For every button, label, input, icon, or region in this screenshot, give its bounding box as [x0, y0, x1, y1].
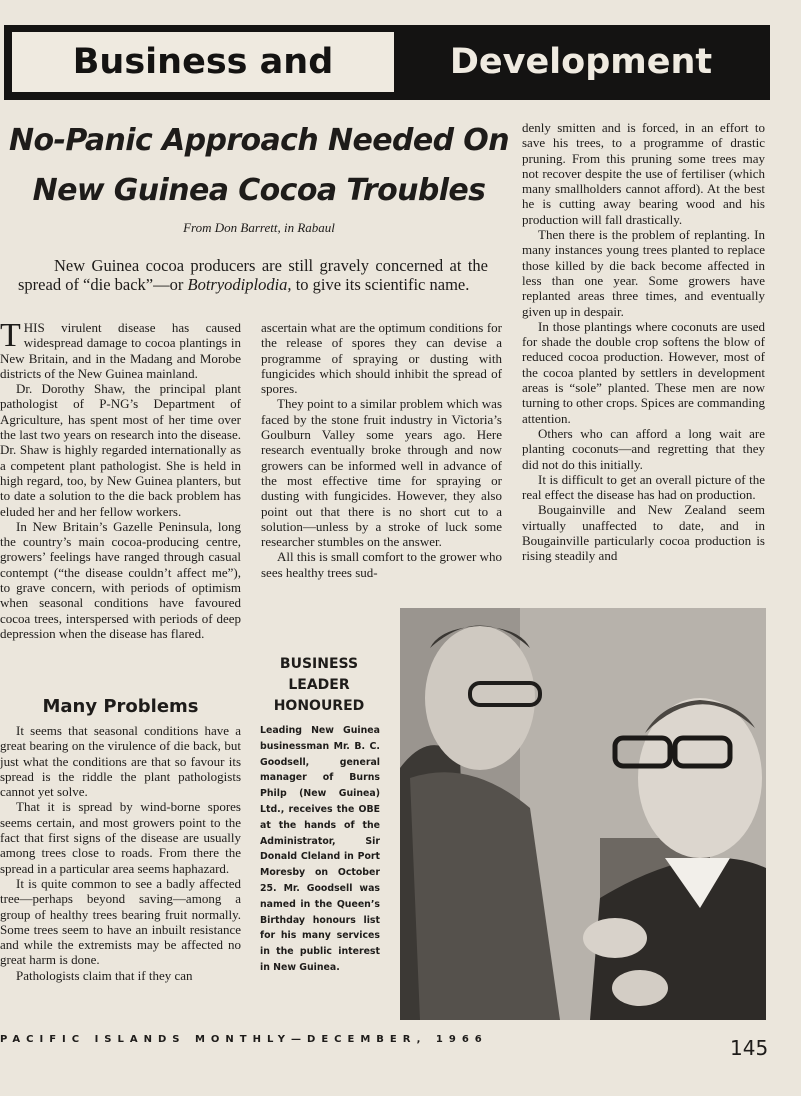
paragraph: It seems that seasonal conditions have a great bearing on the virulence of die back, but just what the conditions are that so favour its spread is the riddle the plant pathologists cannot yet solve. [0, 723, 241, 800]
paragraph: It is difficult to get an overall picture of the real effect the disease has had on production. [522, 471, 765, 503]
paragraph: denly smitten and is forced, in an effort to save his trees, to a programme of drastic pruning. From this pruning some trees may not recover despite the use of fertiliser (which many smallholders cannot afford). At the best he is cutting away bearing wood and his production will fall drastically. [522, 120, 765, 227]
subheading: Many Problems [42, 696, 199, 717]
article-column-1 [0, 317, 241, 641]
caption-title-line: HONOURED [273, 698, 365, 714]
standfirst-text-1: New Guinea cocoa producers are still gravely concerned at the spread of “die back”—or [18, 256, 488, 294]
standfirst-text-2: to give its scientific name. [291, 275, 470, 294]
paragraph: Others who can afford a long wait are planting coconuts—and regretting that they did not do this initially. [522, 425, 765, 472]
paragraph: All this is small comfort to the grower who sees healthy trees sud- [261, 549, 502, 580]
page-footer: PACIFIC ISLANDS MONTHLY—DECEMBER, 1966 [0, 1034, 488, 1045]
masthead-right-panel [400, 32, 762, 92]
paragraph: It is quite common to see a badly affected tree—perhaps beyond saving—among a group of healthy trees bearing fruit normally. Some trees seem to have an inbuilt resistance and while the extremists may be affected no great harm is done. [0, 875, 241, 968]
masthead-right-text: Development [449, 42, 713, 82]
paragraph: In New Britain’s Gazelle Peninsula, long the country’s main cocoa-producing centre, growers’ feelings have ranged through casual contempt (“the disease couldn’t affect me”), to grave concern, with periods of optimism when seasonal conditions have favoured cocoa trees, interspersed with periods of deep depression when the disease has flared. [0, 518, 241, 641]
award-photo [400, 608, 766, 1020]
paragraph: Bougainville and New Zealand seem virtually unaffected to date, and in Bougainville particularly cocoa production is rising steadily and [522, 502, 765, 564]
page-number: 145 [730, 1036, 769, 1060]
article-column-3 [522, 120, 765, 564]
article-column-2 [261, 320, 502, 580]
article-headline [8, 116, 510, 216]
section-masthead [4, 25, 770, 100]
standfirst-italic: Botryodiplodia, [187, 275, 292, 294]
photo-caption-text: Leading New Guinea businessman Mr. B. C. Goodsell, general manager of Burns Philp (New Guinea) Ltd., receives the OBE at the hands of the Administrator, Sir Donald Cleland in Port Moresby on October 25. Mr. Goodsell was named in the Queen’s Birthday honours list for his many services in the public interest in New Guinea. [260, 725, 380, 973]
paragraph [0, 317, 241, 381]
paragraph: ascertain what are the optimum conditions for the release of spores they can devise a programme of spraying or dusting with fungicides which should inhibit the spread of spores. [261, 320, 502, 397]
headline-line-2: New Guinea Cocoa Troubles [32, 173, 486, 208]
caption-title-line: LEADER [288, 677, 350, 693]
paragraph-text: HIS virulent disease has caused widespread damage to cocoa plantings in New Britain, and in the Madang and Morobe districts of the New Guinea mainland. [0, 320, 241, 381]
headline-line-1: No-Panic Approach Needed On [9, 123, 509, 158]
paragraph: In those plantings where coconuts are used for shade the double crop softens the blow of reduced cocoa production. However, most of the cocoa planted by settlers in development areas is “sole” planted. These men are now turning to other crops. Spices are commanding attention. [522, 318, 765, 426]
paragraph: Pathologists claim that if they can [16, 967, 193, 983]
drop-cap: T [0, 317, 21, 354]
masthead-left-panel [12, 32, 394, 92]
paragraph: They point to a similar problem which was faced by the stone fruit industry in Victoria’s Goulburn Valley some years ago. Here research eventually broke through and now growers can be informed well in advance of the most effective time for spraying or dusting with fungicides. However, they also point out that there is no short cut to a solution—unless by a stroke of luck some researcher stumbles on the answer. [261, 396, 502, 550]
standfirst [18, 256, 488, 294]
article-column-1-continued [0, 723, 241, 983]
masthead-left-text: Business and [72, 42, 334, 82]
caption-title-line: BUSINESS [279, 656, 359, 672]
byline: From Don Barrett, in Rabaul [183, 220, 335, 235]
paragraph: Dr. Dorothy Shaw, the principal plant pathologist of P-NG’s Department of Agriculture, has spent most of her time over the last two years on research into the disease. Dr. Shaw is highly regarded internationally as a competent plant pathologist. She is held in high regard, too, by New Guinea planters, but to date a solution to the die back problem has eluded her and her fellow workers. [0, 381, 241, 519]
photo-illustration [400, 608, 766, 1020]
photo-caption-title [260, 654, 378, 717]
paragraph: Then there is the problem of replanting. In many instances young trees planted to replace those killed by die back become affected in less than one year. Some growers have replanted areas three times, and eventually given up in despair. [522, 227, 765, 319]
paragraph: That it is spread by wind-borne spores seems certain, and most growers point to the fact that first signs of the disease are usually among trees close to roads. From there the spread in a particular area seems haphazard. [0, 799, 241, 876]
